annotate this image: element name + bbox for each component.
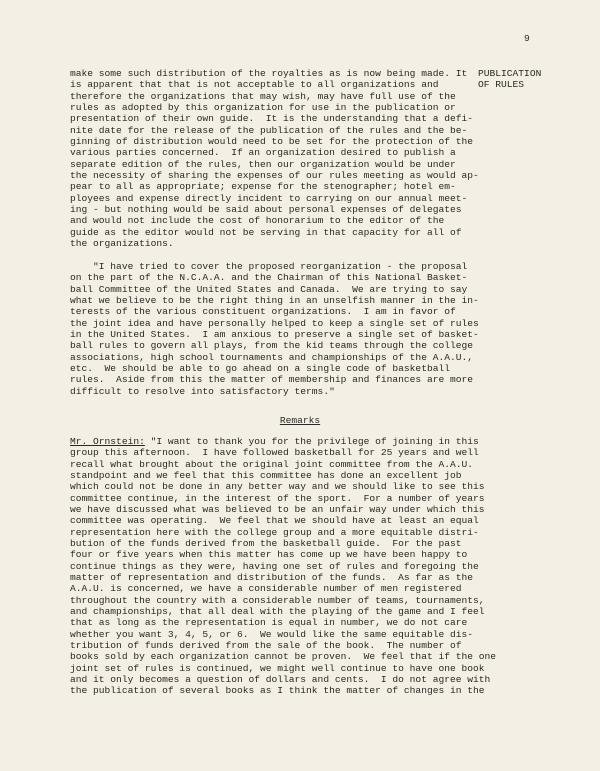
- text-line: [70, 436, 479, 447]
- text-line: in the United States. I am anxious to preserve a single set of basket-: [70, 328, 479, 340]
- text-line: various parties concerned. If an organization desired to publish a: [70, 147, 456, 159]
- paragraph-3: [70, 436, 497, 697]
- text-line: whether you want 3, 4, 5, or 6. We would like the same equitable dis-: [70, 628, 474, 640]
- margin-note-line: PUBLICATION: [478, 68, 542, 79]
- paragraph-2: [70, 261, 479, 397]
- text-line: throughout the country with a considerable number of teams, tournaments,: [70, 594, 485, 606]
- text-line: ball Committee of the United States and Canada. We are trying to say: [70, 283, 468, 295]
- text-line: separate edition of the rules, then our organization would be under: [70, 158, 456, 170]
- text-line: that as long as the representation is equal in number, we do not care: [70, 617, 468, 629]
- text-line: terests of the various constituent organizations. I am in favor of: [70, 306, 456, 318]
- text-line: and it only becomes a question of dollars and cents. I do not agree with: [70, 673, 491, 685]
- text-line: standpoint and we feel that this committee has done an excellent job: [70, 469, 462, 481]
- text-line: guide as the editor would not be serving in that capacity for all of: [70, 226, 462, 238]
- text-line: make some such distribution of the royalties as is now being made. It: [70, 68, 468, 79]
- text-line: rules. Aside from this the matter of membership and finances are more: [70, 374, 474, 386]
- speaker-name: Mr. Ornstein:: [70, 436, 145, 447]
- text-line: continue things as they were, having one set of rules and foregoing the: [70, 560, 479, 572]
- text-line: joint set of rules is continued, we might well continue to have one book: [70, 662, 485, 674]
- paragraph-1: [70, 68, 479, 249]
- text-line: associations, high school tournaments and championships of the A.A.U.,: [70, 351, 474, 363]
- page-number: 9: [524, 33, 530, 44]
- text-line: the publication of several books as I think the matter of changes in the: [70, 685, 485, 697]
- text-line: the joint idea and have personally helped to keep a single set of rules: [70, 317, 479, 329]
- text-line: representation here with the college group and a more equitable distri-: [70, 526, 479, 538]
- text-line: is apparent that that is not acceptable to all organizations and: [70, 79, 439, 91]
- text-line: four or five years when this matter has come up we have been happy to: [70, 549, 468, 561]
- text-line: on the part of the N.C.A.A. and the Chairman of this National Basket-: [70, 272, 468, 284]
- text-line: ployees and expense directly incident to carrying on our annual meet-: [70, 192, 468, 204]
- text-line: we have discussed what was believed to be an unfair way under which this: [70, 503, 485, 515]
- text-line: what we believe to be the right thing in an unselfish manner in the in-: [70, 294, 479, 306]
- text-line: books sold by each organization cannot be proven. We feel that if the one: [70, 651, 497, 663]
- text-line: rules as adopted by this organization for use in the publication or: [70, 101, 456, 113]
- text-line: ball rules to govern all plays, from the kid teams through the college: [70, 340, 474, 352]
- text-line: the necessity of sharing the expenses of our rules meeting as would ap-: [70, 169, 479, 181]
- text-line: the organizations.: [70, 237, 174, 249]
- text-line: committee was operating. We feel that we should have at least an equal: [70, 515, 479, 527]
- text-line: committee continue, in the interest of the sport. For a number of years: [70, 492, 485, 504]
- text-line: nite date for the release of the publication of the rules and the be-: [70, 124, 468, 136]
- text-line: A.A.U. is concerned, we have a considerable number of men registered: [70, 583, 462, 595]
- text-line: presentation of their own guide. It is the understanding that a defi-: [70, 113, 474, 125]
- text-line: difficult to resolve into satisfactory terms.": [70, 385, 335, 397]
- text-line: bution of the funds derived from the basketball guide. For the past: [70, 537, 462, 549]
- text-line: recall what brought about the original joint committee from the A.A.U.: [70, 458, 474, 470]
- text-line: pear to all as appropriate; expense for the stenographer; hotel em-: [70, 181, 456, 193]
- text-line: and would not include the cost of honorarium to the editor of the: [70, 215, 445, 227]
- text-line: etc. We should be able to go ahead on a single code of basketball: [70, 362, 450, 374]
- text-line: matter of representation and distribution of the funds. As far as the: [70, 571, 474, 583]
- margin-note-line: OF RULES: [478, 79, 525, 91]
- text-line: "I have tried to cover the proposed reorganization - the proposal: [70, 261, 468, 272]
- text-line: group this afternoon. I have followed basketball for 25 years and well: [70, 447, 479, 459]
- text-line: ing - but nothing would be said about personal expenses of delegates: [70, 203, 462, 215]
- section-heading-text: Remarks: [279, 415, 321, 426]
- text-line: which could not be done in any better way and we should like to see this: [70, 481, 485, 493]
- speaker-remark-start: "I want to thank you for the privilege of joining in this: [144, 436, 479, 447]
- text-line: therefore the organizations that may wish, may have full use of the: [70, 90, 456, 102]
- section-heading: [0, 415, 600, 426]
- text-line: tribution of funds derived from the sale of the book. The number of: [70, 639, 462, 651]
- text-line: ginning of distribution would need to be set for the protection of the: [70, 135, 474, 147]
- margin-note: [478, 68, 578, 90]
- text-line: and championships, that all deal with the playing of the game and I feel: [70, 605, 485, 617]
